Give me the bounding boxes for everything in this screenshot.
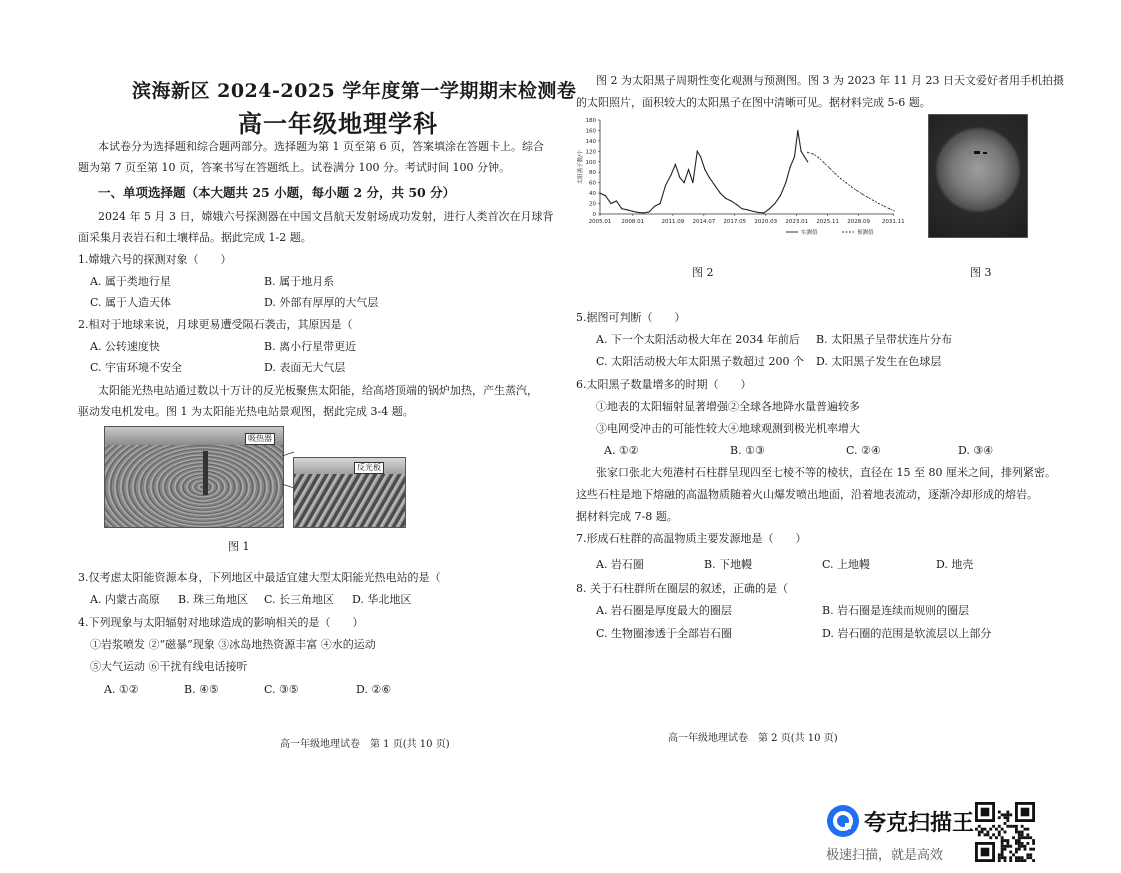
data-point [813,153,814,154]
data-point [665,185,666,186]
legend-label: 实测值 [801,230,818,236]
data-point [610,203,611,204]
question-6: 6.太阳黑子数量增多的时期（ ） [576,378,752,391]
data-point [605,195,606,196]
x-tick-label: 2014.07 [692,219,716,225]
y-tick-label: 160 [585,128,596,135]
data-point [829,167,830,168]
series-line-predicted [808,152,894,210]
y-tick-label: 180 [585,118,596,124]
question-2: 2.相对于地球来说，月球更易遭受陨石袭击，其原因是（ [78,318,353,331]
sunspot-mark [983,152,987,154]
x-tick-label: 2025.11 [816,219,840,225]
data-point [845,182,846,183]
x-tick-label: 2023.01 [785,219,809,225]
data-point [720,193,721,194]
data-point [889,208,890,209]
data-point [697,151,698,152]
data-point [660,203,661,204]
q4-option-c: C. ③⑤ [264,683,299,696]
data-point [638,212,639,213]
data-point [867,197,868,198]
question-8: 8. 关于石柱群所在圈层的叙述，正确的是（ [576,582,788,595]
data-point [688,169,689,170]
data-point [700,156,701,157]
data-point [797,130,798,131]
reflector-panel-photo [293,457,406,528]
intro-line-1: 本试卷分为选择题和综合题两部分。选择题为第 1 页至第 6 页，答案填涂在答题卡上。综合 [98,140,544,153]
q6-option-d: D. ③④ [958,444,994,457]
q6-statements-2: ③电网受冲击的可能性较大④地球观测到极光机率增大 [596,422,860,435]
scanner-brand: 夸克扫描王 [864,811,975,836]
passage-4-line-3: 据材料完成 7-8 题。 [576,510,678,523]
figure-1-caption: 图 1 [228,540,250,553]
data-point [747,209,748,210]
qr-code-icon [975,802,1035,862]
exam-title: 滨海新区 2024-2025 学年度第一学期期末检测卷 [132,80,577,102]
q2-option-a: A. 公转速度快 [90,340,160,353]
question-3: 3.仅考虑太阳能资源本身，下列地区中最适宜建大型太阳能光热电站的是（ [78,571,441,584]
data-point [709,177,710,178]
q4-option-d: D. ②⑥ [356,683,392,696]
sunspot-mark [974,151,980,154]
q8-option-c: C. 生物圈渗透于全部岩石圈 [596,627,733,640]
data-point [725,198,726,199]
q1-option-b: B. 属于地月系 [264,275,335,288]
scanner-logo-icon [826,804,860,838]
question-4: 4.下列现象与太阳辐射对地球造成的影响相关的是（ ） [78,616,364,629]
data-point [780,195,781,196]
solar-plant-photo [104,426,284,528]
data-point [794,156,795,157]
right-page [560,0,1121,873]
data-point [643,212,644,213]
exam-subtitle: 高一年级地理学科 [238,109,438,138]
tower-shape [203,451,208,495]
data-point [632,211,633,212]
data-point [801,151,802,152]
data-point [627,209,628,210]
q4-option-a: A. ①② [104,683,139,696]
passage-3-line-1: 图 2 为太阳黑子周期性变化观测与预测图。图 3 为 2023 年 11 月 23 日天文爱好者用手机拍摄 [596,74,1064,87]
scanner-slogan: 极速扫描，就是高效 [826,848,944,863]
q2-option-b: B. 离小行星带更近 [264,340,357,353]
data-point [621,208,622,209]
data-point [684,182,685,183]
x-tick-label: 2017.05 [723,219,747,225]
passage-2-line-2: 驱动发电机发电。图 1 为太阳能光热电站景观图，据此完成 3-4 题。 [78,405,414,418]
data-point [599,193,600,194]
passage-4-line-2: 这些石柱是地下熔融的高温物质随着火山爆发喷出地面，沿着地表流动，逐渐冷却形成的熔岩。 [576,488,1038,501]
data-point [834,173,835,174]
q6-statements-1: ①地表的太阳辐射显著增强②全球各地降水量普遍较多 [596,400,860,413]
data-point [616,200,617,201]
q2-option-d: D. 表面无大气层 [264,361,346,374]
q4-option-b: B. ④⑤ [184,683,219,696]
q6-option-b: B. ①③ [730,444,765,457]
legend-label: 预测值 [857,230,874,236]
y-tick-label: 60 [589,180,596,187]
data-point [878,203,879,204]
data-point [654,206,655,207]
q5-option-b: B. 太阳黑子呈带状连片分布 [816,333,953,346]
data-point [851,186,852,187]
sunspot-chart [576,112,916,242]
q5-option-d: D. 太阳黑子发生在色球层 [816,355,942,368]
panel-label: 反光板 [354,462,384,474]
figure-3-caption: 图 3 [970,266,992,279]
data-point [893,210,894,211]
x-tick-label: 2028.09 [847,219,871,225]
data-point [649,211,650,212]
data-point [807,161,808,162]
q7-option-c: C. 上地幔 [822,558,871,571]
data-point [873,200,874,201]
q5-option-a: A. 下一个太阳活动极大年在 2034 年前后 [596,333,800,346]
q7-option-a: A. 岩石圈 [596,558,644,571]
q4-statements-2: ⑤大气运动 ⑥干扰有线电话接听 [90,660,248,673]
q1-option-c: C. 属于人造天体 [90,296,172,309]
series-line-observed [600,130,808,213]
data-point [823,162,824,163]
x-tick-label: 2031.11 [881,219,905,225]
question-7: 7.形成石柱群的高温物质主要发源地是（ ） [576,532,807,545]
data-point [736,204,737,205]
y-tick-label: 100 [585,159,596,166]
tower-label: 吸热器 [245,433,275,445]
figure-2-caption: 图 2 [692,266,714,279]
data-point [790,166,791,167]
data-point [769,208,770,209]
data-point [670,174,671,175]
x-tick-label: 2011.09 [661,219,685,225]
data-point [807,152,808,153]
q3-option-a: A. 内蒙古高原 [90,593,160,606]
q1-option-d: D. 外部有厚厚的大气层 [264,296,379,309]
passage-1-line-1: 2024 年 5 月 3 日，嫦娥六号探测器在中国文昌航天发射场成功发射，进行人类首次在月球背 [98,210,554,223]
data-point [714,185,715,186]
q4-statements-1: ①岩浆喷发 ②“磁暴”现象 ③冰岛地热资源丰富 ④水的运动 [90,638,376,651]
x-tick-label: 2020.03 [754,219,778,225]
data-point [884,206,885,207]
data-point [731,200,732,201]
y-tick-label: 120 [585,149,596,156]
data-point [675,164,676,165]
y-tick-label: 20 [589,201,596,208]
data-point [818,157,819,158]
passage-3-line-2: 的太阳照片，面积较大的太阳黑子在图中清晰可见。据材料完成 5-6 题。 [576,96,931,109]
y-tick-label: 40 [589,191,596,198]
q3-option-c: C. 长三角地区 [264,593,335,606]
sun-photo [928,114,1028,238]
q8-option-b: B. 岩石圈是连续而规则的圈层 [822,604,970,617]
passage-2-line-1: 太阳能光热电站通过数以十万计的反光板聚焦太阳能，给高塔顶端的锅炉加热，产生蒸汽， [98,384,538,397]
q1-option-a: A. 属于类地行星 [90,275,171,288]
data-point [679,177,680,178]
x-tick-label: 2005.01 [588,219,612,225]
y-tick-label: 80 [589,170,596,177]
data-point [804,156,805,157]
question-5: 5.据图可判断（ ） [576,311,686,324]
y-tick-label: 0 [592,212,596,218]
y-tick-label: 140 [585,138,596,145]
intro-line-2: 题为第 7 页至第 10 页，答案书写在答题纸上。试卷满分 100 分。考试时间 100 分钟。 [78,161,510,174]
data-point [704,169,705,170]
passage-4-line-1: 张家口张北大苑港村石柱群呈现四至七棱不等的棱状，直径在 15 至 80 厘米之间，排列紧密。 [596,466,1056,479]
q6-option-c: C. ②④ [846,444,881,457]
data-point [862,194,863,195]
data-point [774,203,775,204]
data-point [741,208,742,209]
data-point [763,212,764,213]
passage-1-line-2: 面采集月表岩石和土壤样品。据此完成 1-2 题。 [78,231,312,244]
left-page-footer: 高一年级地理试卷 第 1 页(共 10 页) [280,739,450,750]
y-axis-label: 太阳黑子数/个 [578,149,584,185]
data-point [752,211,753,212]
data-point [692,182,693,183]
right-page-footer: 高一年级地理试卷 第 2 页(共 10 页) [668,733,838,744]
scanner-watermark [826,802,986,862]
data-point [785,182,786,183]
q6-option-a: A. ①② [604,444,639,457]
q7-option-d: D. 地壳 [936,558,974,571]
data-point [840,178,841,179]
q3-option-d: D. 华北地区 [352,593,412,606]
section-heading: 一、单项选择题（本大题共 25 小题，每小题 2 分，共 50 分） [98,185,456,200]
q2-option-c: C. 宇宙环境不安全 [90,361,183,374]
q7-option-b: B. 下地幔 [704,558,753,571]
question-1: 1.嫦娥六号的探测对象（ ） [78,253,232,266]
q5-option-c: C. 太阳活动极大年太阳黑子数超过 200 个 [596,355,805,368]
data-point [856,190,857,191]
data-point [758,212,759,213]
q3-option-b: B. 珠三角地区 [178,593,249,606]
q8-option-d: D. 岩石圈的范围是软流层以上部分 [822,627,992,640]
x-tick-label: 2008.01 [621,219,645,225]
q8-option-a: A. 岩石圈是厚度最大的圈层 [596,604,732,617]
